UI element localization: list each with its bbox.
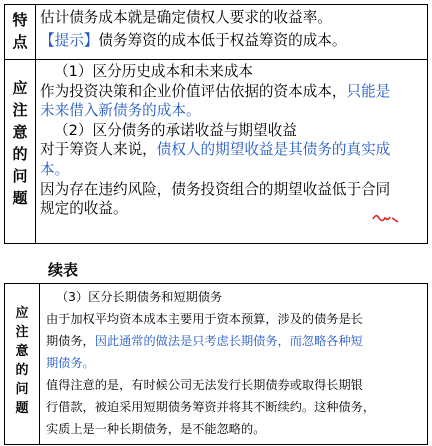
issue-2-emphasis: 债权人的期望收益是其债务的真实成 — [156, 141, 391, 159]
tip-text: 债务筹资的成本低于权益筹资的成本。 — [98, 31, 347, 49]
red-squiggle-annotation-icon — [372, 210, 400, 224]
row-label-char: 意 — [12, 123, 28, 141]
issue-1-line-2: 未来借入新债务的成本。 — [40, 102, 201, 120]
feature-content — [36, 5, 428, 60]
issue-2-line-2: 本。 — [40, 160, 70, 178]
row-label-char: 题 — [15, 401, 29, 416]
feature-line-2 — [40, 30, 427, 53]
issue-2-text: 对于筹资人来说， — [40, 141, 157, 159]
issue-2-heading: （2）区分债务的承诺收益与期望收益 — [54, 121, 297, 139]
table-row-issues — [5, 60, 428, 244]
issue-2-line-4: 规定的收益。 — [40, 200, 128, 218]
issue-3-line-5: 行借款，被迫采用短期债务筹资并将其不断续约。这种债务， — [46, 400, 376, 414]
row-label-issues — [5, 60, 36, 244]
issue-1-heading: （1）区分历史成本和未来成本 — [54, 63, 254, 80]
table-row-feature — [5, 5, 428, 60]
continued-table-caption: 续表 — [48, 261, 79, 279]
row-label-char: 题 — [12, 189, 28, 207]
issue-3-heading: （3）区分长期债务和短期债务 — [56, 290, 223, 304]
row-label-char: 应 — [15, 306, 29, 321]
issue-3-line-3: 期债务。 — [46, 356, 95, 370]
issue-2-line-3: 因为存在违约风险，债务投资组合的期望收益低于合同 — [40, 180, 391, 198]
issue-1-text: 作为投资决策和企业价值评估依据的资本成本， — [40, 82, 347, 100]
row-label-feature — [5, 5, 36, 60]
issue-2-line-1 — [40, 140, 427, 160]
issue-3-line-2 — [46, 330, 427, 352]
issue-3-line-6: 实质上是一种长期债务，是不能忽略的。 — [46, 422, 266, 436]
row-label-char: 意 — [15, 344, 29, 359]
row-label-char: 应 — [12, 79, 28, 97]
row-label-char: 问 — [15, 382, 29, 397]
row-label-char: 特 — [12, 11, 28, 29]
feature-line-1: 估计债务成本就是确定债权人要求的收益率。 — [40, 9, 332, 26]
row-label-char: 的 — [12, 145, 28, 163]
issues-content — [36, 60, 428, 244]
issue-1-line-1 — [40, 82, 427, 102]
row-label-char: 的 — [15, 363, 29, 378]
issue-1-emphasis: 只能是 — [346, 82, 391, 100]
tip-label: 【提示】 — [40, 31, 99, 49]
continued-issues-table — [4, 283, 428, 445]
issue-3-line-1: 由于加权平均资本成本主要用于资本预算，涉及的债务是长 — [46, 312, 363, 326]
issue-3-line-4: 值得注意的是，有时候公司无法发行长期债券或取得长期银 — [46, 378, 363, 392]
row-label-char: 问 — [12, 167, 28, 185]
issue-3-content — [40, 284, 428, 445]
row-label-char: 注 — [15, 325, 29, 340]
issue-3-text: 期债务， — [46, 334, 95, 348]
feature-and-issues-table — [4, 4, 428, 244]
table-row-issues-continued — [5, 284, 428, 445]
issue-3-emphasis: 因此通常的做法是只考虑长期债务，而忽略各种短 — [94, 334, 363, 348]
row-label-char: 点 — [12, 33, 28, 51]
row-label-issues — [5, 284, 40, 445]
row-label-char: 注 — [12, 101, 28, 119]
